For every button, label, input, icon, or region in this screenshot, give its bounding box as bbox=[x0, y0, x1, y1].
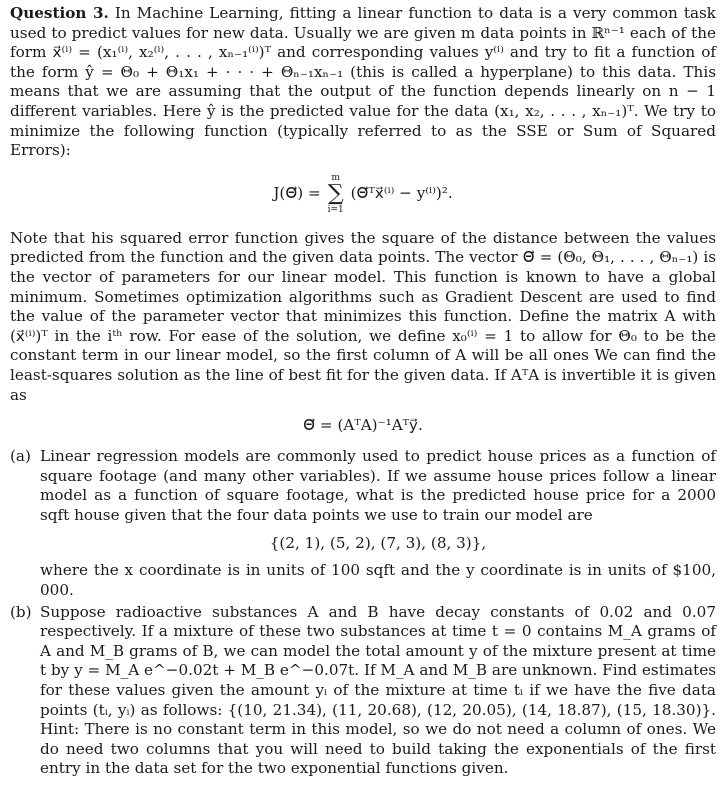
least-squares-equation: Θ⃗ = (AᵀA)⁻¹Aᵀy⃗. bbox=[303, 416, 423, 435]
summation bbox=[328, 173, 344, 215]
sum-sigma: ∑ bbox=[327, 180, 344, 206]
sse-rhs: (Θ⃗ᵀx⃗⁽ⁱ⁾ − y⁽ⁱ⁾)². bbox=[350, 183, 453, 202]
part-a-units: where the x coordinate is in units of 100 sqft and the y coordinate is in units of $100, 000. bbox=[40, 561, 716, 600]
question-intro bbox=[10, 4, 716, 161]
sse-equation bbox=[10, 173, 716, 215]
question-heading: Question 3. bbox=[10, 4, 109, 22]
intro-text: In Machine Learning, fitting a linear function to data is a very common task used to predict values for new data. Usually we are given m data points in ℝⁿ⁻¹ each of the form x⃗⁽ⁱ⁾ = (x₁⁽ⁱ⁾, x₂⁽ⁱ⁾, . . . , xₙ₋₁⁽ⁱ⁾)ᵀ and corresponding values y⁽ⁱ⁾ and try to fit a function of the form ŷ = Θ₀ + Θ₁x₁ + · · · + Θₙ₋₁xₙ₋₁ (this is called a hyperplane) to this data. This means that we are assuming that the output of the function depends linearly on n − 1 different variables. Here ŷ is the predicted value for the data (x₁, x₂, . . . , xₙ₋₁)ᵀ. We try to minimize the following function (typically referred to as the SSE or Sum of Squared Errors): bbox=[10, 4, 717, 160]
part-b bbox=[10, 603, 716, 779]
part-a-label: (a) bbox=[10, 447, 31, 466]
sum-upper-limit: m bbox=[331, 172, 340, 183]
sse-lhs: J(Θ⃗) = bbox=[273, 183, 321, 202]
sum-lower-limit: i=1 bbox=[327, 204, 344, 215]
part-b-label: (b) bbox=[10, 602, 32, 621]
part-a-text: Linear regression models are commonly used to predict house prices as a function of square footage (and many other variables). If we assume house prices follow a linear model as a function of square footage, what is the predicted house price for a 2000 sqft house given that the four data points we use to train our model are bbox=[40, 447, 716, 524]
note-paragraph: Note that his squared error function gives the square of the distance between the values predicted from the function and the given data points. The vector Θ⃗ = (Θ₀, Θ₁, . . . , Θₙ₋₁) is the vector of parameters for our linear model. This function is known to have a global minimum. Sometimes optimization algorithms such as Gradient Descent are used to find the value of the parameter vector that minimizes this function. Define the matrix A with (x⃗⁽ⁱ⁾)ᵀ in the iᵗʰ row. For ease of the solution, we define x₀⁽ⁱ⁾ = 1 to allow for Θ₀ to be the constant term in our linear model, so the first column of A will be all ones We can find the least-squares solution as the line of best fit for the given data. If AᵀA is invertible it is given as bbox=[10, 228, 716, 404]
part-a-data-set: {(2, 1), (5, 2), (7, 3), (8, 3)}, bbox=[269, 534, 487, 553]
part-a bbox=[10, 447, 716, 601]
part-b-text: Suppose radioactive substances A and B have decay constants of 0.02 and 0.07 respectively. If a mixture of these two substances at time t = 0 contains M_A grams of A and M_B grams of B, we can model the total amount y of the mixture present at time t by y = M_A e^−0.02t + M_B e^−0.07t. If M_A and M_B are unknown. Find estimates for these values given the amount yᵢ of the mixture at time tᵢ if we have the five data points (tᵢ, yᵢ) as follows: {(10, 21.34), (11, 20.68), (12, 20.05), (14, 18.87), (15, 18.30)}. Hint: There is no constant term in this model, so we do not need a column of ones. We do need two columns that you will need to build taking the exponentials of the first entry in the data set for the two exponential functions given. bbox=[40, 602, 716, 778]
